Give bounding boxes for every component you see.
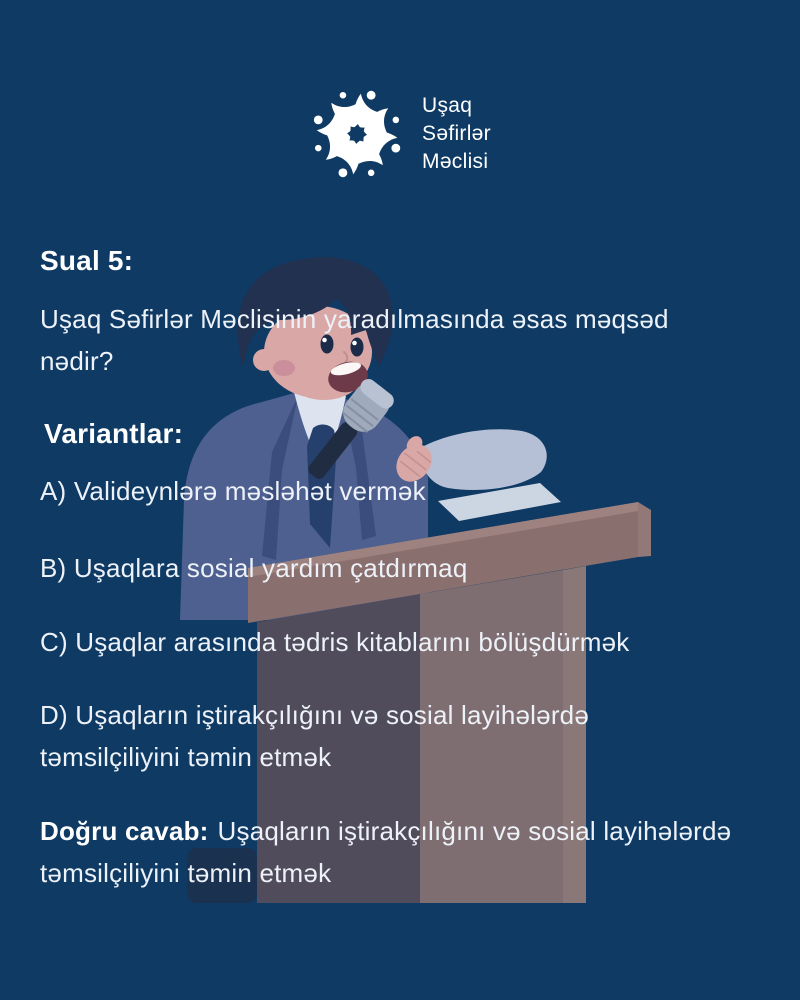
options-heading: Variantlar:: [44, 418, 184, 449]
logo-line-1: Uşaq: [422, 94, 473, 117]
question-number-heading: Sual 5:: [40, 245, 134, 276]
correct-answer: [40, 810, 788, 894]
option-a: A) Valideynlərə məsləhət vermək: [40, 476, 426, 506]
forearm-sleeve: [420, 429, 547, 490]
swirl-starburst-icon: [309, 84, 405, 184]
logo-line-2: Səfirlər: [422, 122, 491, 145]
logo-wordmark: [422, 92, 491, 176]
question-text: Uşaq Səfirlər Məclisinin yaradılmasında əsas məqsəd nədir?: [40, 304, 669, 376]
correct-answer-label: Doğru cavab:: [40, 816, 209, 846]
option-b: B) Uşaqlara sosial yardım çatdırmaq: [40, 553, 468, 583]
logo: [309, 84, 491, 184]
logo-line-3: Məclisi: [422, 150, 489, 173]
option-c: C) Uşaqlar arasında tədris kitablarını bölüşdürmək: [40, 627, 630, 657]
option-d: D) Uşaqların iştirakçılığını və sosial layihələrdə təmsilçiliyini təmin etmək: [40, 700, 589, 772]
correct-answer-text: Uşaqların iştirakçılığını və sosial layihələrdə təmsilçiliyini təmin etmək: [40, 816, 732, 888]
